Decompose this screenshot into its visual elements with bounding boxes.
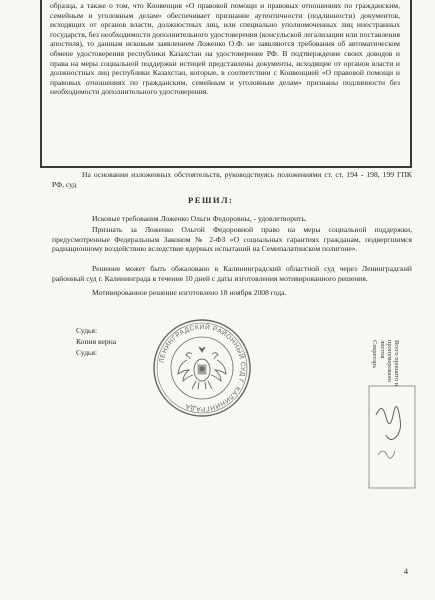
claims-line: Исковые требования Ложенко Ольги Федоровны, - удовлетворить. [92, 214, 307, 223]
stamp-line: пронумеровано [385, 340, 393, 382]
stamp-line: Секретарь [371, 340, 379, 369]
stamp-line: листов [378, 340, 386, 359]
appeal-paragraph: Решение может быть обжаловано в Калининградский областной суд через Ленинградский районный суд г. Калининграда в течение 10 дней с даты изготовления мотивированного решения. [52, 264, 412, 283]
seal-ring-text: ЛЕНИНГРАДСКИЙ РАЙОННЫЙ СУД Г. КАЛИНИНГРАДА [158, 323, 247, 413]
copy-verified-label: Копия верна [76, 337, 117, 346]
judge-signature-label-2: Судья: [76, 348, 98, 357]
page-number: 4 [404, 567, 408, 576]
decision-heading: РЕШИЛ: [188, 195, 234, 205]
recognize-paragraph: Признать за Ложенко Ольгой Федоровной право на меры социальной поддержки, предусмотренные Федеральным Законом № 2-ФЗ «О социальных гарантиях гражданам, подвергшимся радиационному воздействию вследствие ядерных испытаний на Семипалатинском полигоне». [52, 225, 412, 254]
reasoned-decision-line: Мотивированное решение изготовлено 18 ноября 2008 года. [92, 288, 287, 297]
basis-paragraph: На основании изложенных обстоятельств, руководствуясь положениями ст. ст. 194 - 198, 199 ГПК РФ, суд [52, 170, 412, 189]
top-paragraph: образца, а также о том, что Конвенция «О правовой помощи и правовых отношениях по гражданским, семейным и уголовным делам» обеспечивает признание аутентичности (подлинности) документов, исходящих от органов власти, должностных лиц, или специально уполномоченных лиц иностранных государств, без необходимости дополнительного удостоверения (консульской легализации или поставления апостиля), то данным исковым заявлением Ложенко О.Ф. не заявляются требования об автоматическом обмене удостоверения республики Казахстан на удостоверение РФ. В подтверждение своих доводов и права на меры социальной поддержки истицей представлены документы, исходящие от органов власти и должностных лиц республики Казахстан, которые, в соответствии с Конвенцией «О правовой помощи и правовых отношениях по гражданским, семейным и уголовным делам» признаны подлинности без необходимости дополнительного удостоверения. [50, 1, 400, 97]
court-seal [152, 318, 252, 418]
stamp-line: Всего прошито и [393, 340, 400, 387]
stamp-text [371, 340, 400, 440]
double-headed-eagle-emblem [178, 347, 226, 389]
judge-signature-label: Судья: [76, 326, 98, 335]
